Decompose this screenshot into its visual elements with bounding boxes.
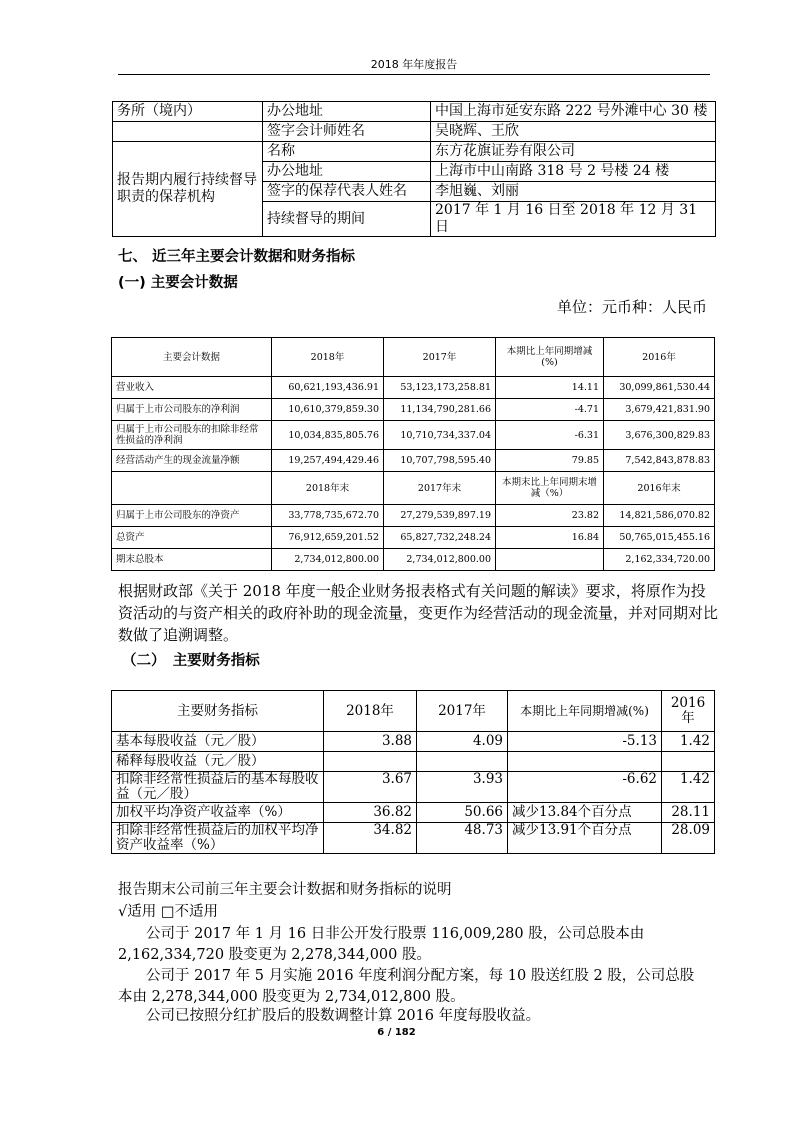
table-cell: 中国上海市延安东路 222 号外滩中心 30 楼 [431,102,716,122]
header-cell: 2017年 [384,338,496,377]
table-cell: 名称 [263,142,431,162]
table-cell: 办公地址 [263,162,431,182]
table-cell: 48.73 [417,823,508,854]
table-cell: 总资产 [112,527,272,549]
table-cell: 79.85 [496,450,604,472]
header-cell: 2018年末 [272,472,384,505]
agency-info-table [112,101,716,237]
table-cell: 扣除非经常性损益后的基本每股收益（元／股） [112,772,324,803]
explanation-paragraph: 公司于 2017 年 1 月 16 日非公开发行股票 116,009,280 股，公司总股本由 [146,926,645,942]
table-cell: 10,610,379,859.30 [272,399,384,421]
table-cell: -4.71 [496,399,604,421]
page-number: 6 / 182 [377,1027,416,1038]
table-cell: 经营活动产生的现金流量净额 [112,450,272,472]
table-cell: 报告期内履行持续督导职责的保荐机构 [113,142,263,237]
table-cell [113,122,263,142]
table-row [112,803,715,823]
header-cell: 2017年 [417,691,508,732]
table-cell: 76,912,659,201.52 [272,527,384,549]
subsection-title: （二） 主要财务指标 [122,653,260,669]
table-cell: 65,827,732,248.24 [384,527,496,549]
table-cell: 11,134,790,281.66 [384,399,496,421]
table-cell: 归属于上市公司股东的扣除非经常性损益的净利润 [112,421,272,450]
table-row [112,399,715,421]
table-cell: 3.93 [417,772,508,803]
table-cell: 期末总股本 [112,549,272,571]
table-cell: 10,707,798,595.40 [384,450,496,472]
table-cell: 60,621,193,436.91 [272,377,384,399]
table-row [112,752,715,772]
unit-label: 单位：元币种：人民币 [556,298,707,316]
table-cell: 50.66 [417,803,508,823]
header-cell: 2017年末 [384,472,496,505]
table-cell: 14,821,586,070.82 [604,505,715,527]
table-cell: 2017 年 1 月 16 日至 2018 年 12 月 31 日 [431,202,716,237]
table-cell: 50,765,015,455.16 [604,527,715,549]
table-cell: 34.82 [324,823,417,854]
table-row [112,527,715,549]
financial-indicators-table [111,690,715,854]
subsection-title: (一) 主要会计数据 [118,275,238,291]
table-cell: -5.13 [508,732,662,752]
table-cell: 减少13.84个百分点 [508,803,662,823]
table-cell: 7,542,843,878.83 [604,450,715,472]
header-cell: 主要财务指标 [112,691,324,732]
table-cell: 扣除非经常性损益后的加权平均净资产收益率（%） [112,823,324,854]
table-row [112,421,715,450]
table-cell: 稀释每股收益（元／股） [112,752,324,772]
header-cell: 本期比上年同期增减(%) [508,691,662,732]
page-header: 2018 年年度报告 [370,58,458,71]
table-cell: -6.31 [496,421,604,450]
table-row [113,142,716,162]
header-cell: 2016年 [662,691,715,732]
table-cell: 2,734,012,800.00 [384,549,496,571]
header-cell: 2018年 [272,338,384,377]
header-cell: 本期末比上年同期末增减（%） [496,472,604,505]
table-cell: 1.42 [662,772,715,803]
section-title: 七、 近三年主要会计数据和财务指标 [118,249,356,265]
table-cell: 23.82 [496,505,604,527]
table-cell: 加权平均净资产收益率（%） [112,803,324,823]
table-cell: 10,034,835,805.76 [272,421,384,450]
table-cell [417,752,508,772]
table-cell [324,752,417,772]
table-cell: 签字的保荐代表人姓名 [263,182,431,202]
table-cell: 签字会计师姓名 [263,122,431,142]
explanation-paragraph: 公司于 2017 年 5 月实施 2016 年度利润分配方案，每 10 股送红股 2 股，公司总股 [146,968,695,984]
table-cell: 持续督导的期间 [263,202,431,237]
table-cell: 基本每股收益（元／股） [112,732,324,752]
table-header-row [112,338,715,377]
explanation-paragraph: 本由 2,278,344,000 股变更为 2,734,012,800 股。 [118,989,465,1005]
table-cell: 上海市中山南路 318 号 2 号楼 24 楼 [431,162,716,182]
table-cell: 1.42 [662,732,715,752]
table-cell: 归属于上市公司股东的净利润 [112,399,272,421]
table-cell [662,752,715,772]
table-cell: 3.67 [324,772,417,803]
table-row [112,772,715,803]
table-cell [496,549,604,571]
table-header-row [112,691,715,732]
table-cell: 27,279,539,897.19 [384,505,496,527]
table-cell: 30,099,861,530.44 [604,377,715,399]
header-cell [112,472,272,505]
table-cell: 归属于上市公司股东的净资产 [112,505,272,527]
explanation-title: 报告期末公司前三年主要会计数据和财务指标的说明 [118,882,452,898]
table-cell: 28.09 [662,823,715,854]
table-cell: 3,679,421,831.90 [604,399,715,421]
table-cell: 务所（境内） [113,102,263,122]
header-cell: 本期比上年同期增减(%) [496,338,604,377]
table-cell: -6.62 [508,772,662,803]
table-row [112,823,715,854]
table-cell: 14.11 [496,377,604,399]
table-row [113,102,716,122]
table-row [112,732,715,752]
table-cell: 东方花旗证券有限公司 [431,142,716,162]
applicable-checkbox: √适用 [118,904,157,920]
table-row [113,122,716,142]
table-cell: 19,257,494,429.46 [272,450,384,472]
table-cell: 办公地址 [263,102,431,122]
table-cell: 3,676,300,829.83 [604,421,715,450]
table-row [112,549,715,571]
table-cell: 2,734,012,800.00 [272,549,384,571]
explanation-paragraph: 公司已按照分红扩股后的股数调整计算 2016 年度每股收益。 [146,1008,541,1024]
applicability [118,902,218,923]
accounting-data-table [111,337,715,571]
header-cell: 2016年 [604,338,715,377]
header-cell: 2016年末 [604,472,715,505]
table-cell [508,752,662,772]
restatement-note: 根据财政部《关于 2018 年度一般企业财务报表格式有关问题的解读》要求，将原作为投资活动的与资产相关的政府补助的现金流量，变更作为经营活动的现金流量，并对同期对比数做了追溯调整。 [118,582,719,644]
table-cell: 53,123,173,258.81 [384,377,496,399]
table-row [112,377,715,399]
table-row [112,505,715,527]
table-cell: 营业收入 [112,377,272,399]
table-cell: 36.82 [324,803,417,823]
table-cell: 2,162,334,720.00 [604,549,715,571]
table-cell: 10,710,734,337.04 [384,421,496,450]
header-cell: 主要会计数据 [112,338,272,377]
not-applicable-checkbox: □不适用 [160,904,219,920]
table-cell: 吴晓辉、王欣 [431,122,716,142]
explanation-paragraph: 2,162,334,720 股变更为 2,278,344,000 股。 [118,947,431,963]
table-cell: 16.84 [496,527,604,549]
header-rule [118,74,710,75]
header-cell: 2018年 [324,691,417,732]
table-cell: 减少13.91个百分点 [508,823,662,854]
table-cell: 3.88 [324,732,417,752]
table-cell: 4.09 [417,732,508,752]
table-cell: 李旭巍、刘丽 [431,182,716,202]
table-row [112,450,715,472]
table-header-row [112,472,715,505]
table-cell: 28.11 [662,803,715,823]
table-cell: 33,778,735,672.70 [272,505,384,527]
